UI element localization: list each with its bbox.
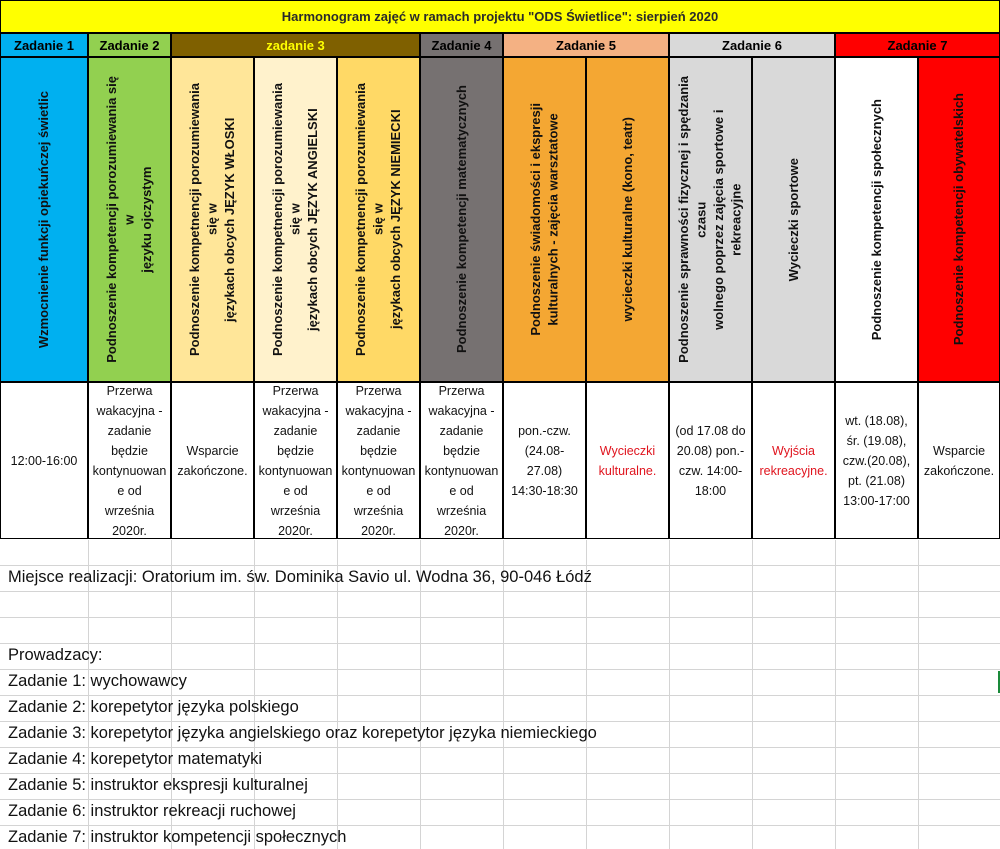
- instructor-line-1: Zadanie 1: wychowawcy: [8, 672, 187, 690]
- activity-cell-2: [88, 57, 171, 382]
- activity-cell-1: [0, 57, 88, 382]
- schedule-cell-4: Przerwa wakacyjna - zadanie będzie kontynuowan e od września 2020r.: [254, 382, 337, 539]
- schedule-cell-10: Wyjścia rekreacyjne.: [752, 382, 835, 539]
- grid-row-line: [0, 643, 1000, 644]
- activity-label: Wzmocnienie funkcji opiekuńczej świetlic: [36, 90, 52, 349]
- activity-label: Podnoszenie kompetnencji porozumiewania się w językach obcych JĘZYK NIEMIECKI: [353, 82, 404, 357]
- grid-row-line: [0, 695, 1000, 696]
- schedule-cell-5: Przerwa wakacyjna - zadanie będzie kontynuowan e od września 2020r.: [337, 382, 420, 539]
- grid-row-line: [0, 721, 1000, 722]
- schedule-cell-6: Przerwa wakacyjna - zadanie będzie kontynuowan e od września 2020r.: [420, 382, 503, 539]
- task-header-4: Zadanie 4: [420, 33, 503, 57]
- activity-cell-6: [420, 57, 503, 382]
- activity-cell-7: [503, 57, 586, 382]
- grid-col-line: [752, 540, 753, 849]
- grid-row-line: [0, 825, 1000, 826]
- schedule-title: Harmonogram zajęć w ramach projektu "ODS Świetlice": sierpień 2020: [0, 0, 1000, 33]
- activity-label: Podnoszenie kompetnencji porozumiewania się w językach obcych JĘZYK WŁOSKI: [187, 82, 238, 357]
- instructor-line-3: Zadanie 3: korepetytor języka angielskiego oraz korepetytor języka niemieckiego: [8, 724, 597, 742]
- grid-row-line: [0, 773, 1000, 774]
- instructor-line-2: Zadanie 2: korepetytor języka polskiego: [8, 698, 299, 716]
- activity-label: wycieczki kulturalne (kono, teatr): [619, 117, 635, 322]
- schedule-cell-2: Przerwa wakacyjna - zadanie będzie kontynuowan e od września 2020r.: [88, 382, 171, 539]
- schedule-cell-3: Wsparcie zakończone.: [171, 382, 254, 539]
- grid-col-line: [918, 540, 919, 849]
- task-header-3: zadanie 3: [171, 33, 420, 57]
- activity-cell-11: [835, 57, 918, 382]
- grid-row-line: [0, 669, 1000, 670]
- grid-row-line: [0, 591, 1000, 592]
- task-header-5: Zadanie 5: [503, 33, 669, 57]
- schedule-cell-1: 12:00-16:00: [0, 382, 88, 539]
- activity-label: Podnoszenie kompetencji matematycznych: [453, 85, 469, 354]
- activity-label: Podnoszenie kompetencji społecznych: [868, 98, 884, 341]
- activity-label: Podnoszenie sprawności fizycznej i spędzania czasu wolnego poprzez zajęcia sportowe i rekreacyjne: [676, 76, 745, 363]
- grid-col-line: [835, 540, 836, 849]
- grid-row-line: [0, 617, 1000, 618]
- task-header-6: Zadanie 6: [669, 33, 835, 57]
- task-header-7: Zadanie 7: [835, 33, 1000, 57]
- activity-cell-8: [586, 57, 669, 382]
- schedule-cell-7: pon.-czw. (24.08-27.08) 14:30-18:30: [503, 382, 586, 539]
- grid-row-line: [0, 747, 1000, 748]
- activity-label: Podnoszenie kompetencji obywatelskich: [951, 93, 967, 346]
- activity-label: Podnoszenie kompetencji porozumiewania się w języku ojczystym: [104, 76, 155, 363]
- grid-row-line: [0, 565, 1000, 566]
- activity-label: Podnoszenie kompetnencji porozumiewania się w językach obcych JĘZYK ANGIELSKI: [270, 82, 321, 357]
- grid-col-line: [669, 540, 670, 849]
- task-header-1: Zadanie 1: [0, 33, 88, 57]
- activity-label: Podnoszenie świadomości i ekspresji kulturalnych - zajęcia warsztatowe: [527, 103, 561, 336]
- activity-cell-5: [337, 57, 420, 382]
- instructor-line-6: Zadanie 6: instruktor rekreacji ruchowej: [8, 802, 296, 820]
- activity-cell-3: [171, 57, 254, 382]
- instructor-line-4: Zadanie 4: korepetytor matematyki: [8, 750, 263, 768]
- activity-label: Wycieczki sportowe: [785, 157, 801, 282]
- instructors-heading: Prowadzacy:: [8, 646, 103, 664]
- activity-cell-9: [669, 57, 752, 382]
- task-header-2: Zadanie 2: [88, 33, 171, 57]
- instructor-line-7: Zadanie 7: instruktor kompetencji społecznych: [8, 828, 347, 846]
- instructor-line-5: Zadanie 5: instruktor ekspresji kulturalnej: [8, 776, 308, 794]
- schedule-cell-11: wt. (18.08), śr. (19.08), czw.(20.08), pt. (21.08) 13:00-17:00: [835, 382, 918, 539]
- schedule-cell-8: Wycieczki kulturalne.: [586, 382, 669, 539]
- location-text: Miejsce realizacji: Oratorium im. św. Dominika Savio ul. Wodna 36, 90-046 Łódź: [8, 568, 592, 586]
- activity-cell-10: [752, 57, 835, 382]
- schedule-cell-9: (od 17.08 do 20.08) pon.- czw. 14:00- 18:00: [669, 382, 752, 539]
- activity-cell-4: [254, 57, 337, 382]
- activity-cell-12: [918, 57, 1000, 382]
- grid-row-line: [0, 799, 1000, 800]
- schedule-cell-12: Wsparcie zakończone.: [918, 382, 1000, 539]
